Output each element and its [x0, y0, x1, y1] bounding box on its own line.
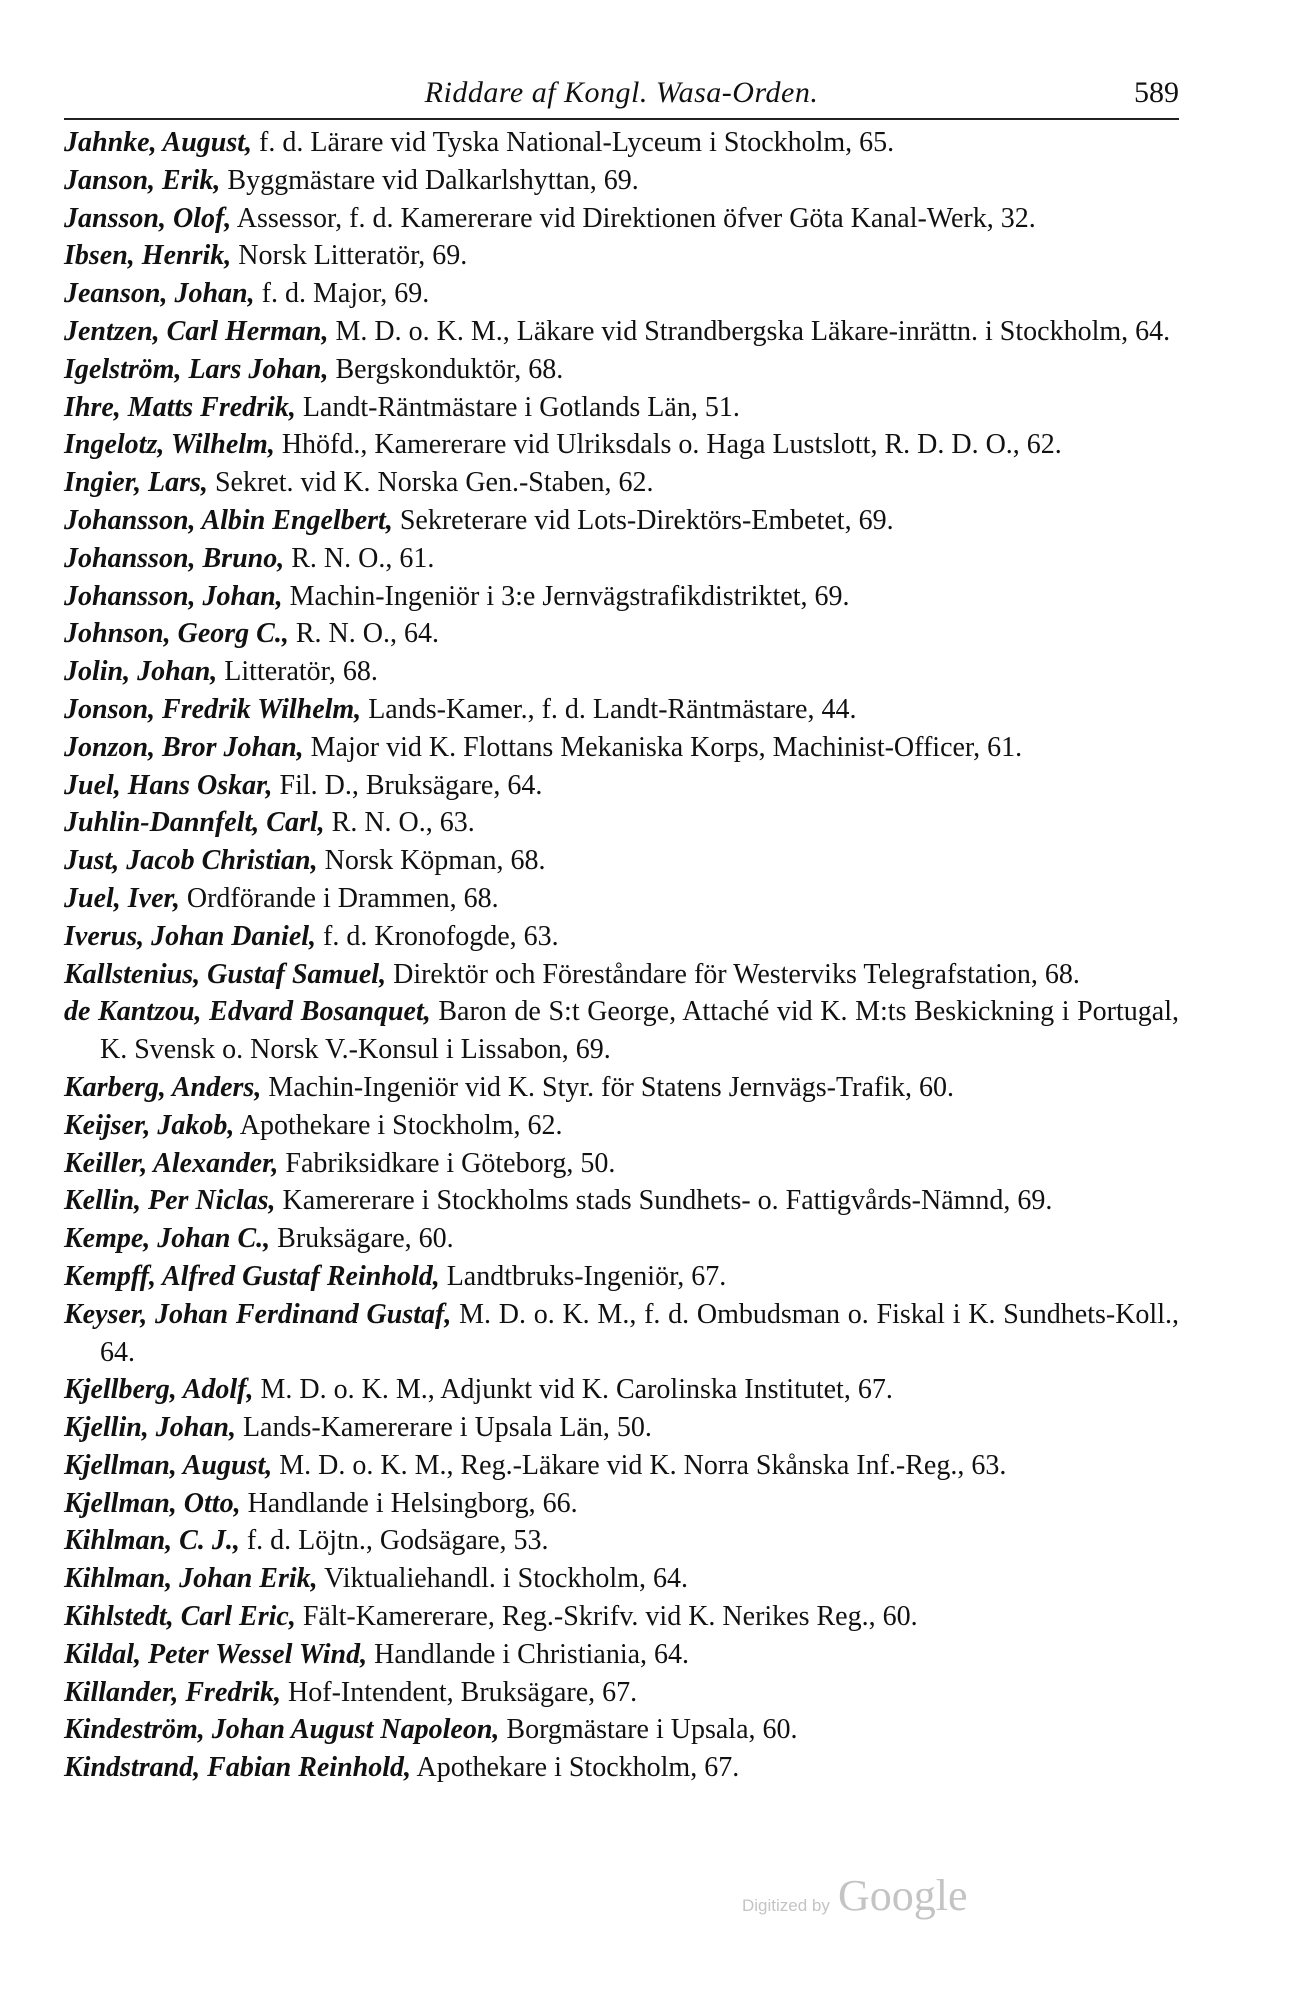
- entry-name: Kempe, Johan C.,: [64, 1223, 271, 1255]
- digitized-by-watermark: [742, 1870, 1042, 1930]
- entry-name: Johansson, Johan,: [64, 580, 283, 612]
- list-item: [64, 1258, 1179, 1296]
- entry-name: Johansson, Albin Engelbert,: [64, 504, 393, 536]
- entry-details: Borgmästare i Upsala, 60.: [499, 1714, 798, 1746]
- entry-name: Ingelotz, Wilhelm,: [64, 429, 275, 461]
- entry-details: Fabriksidkare i Göteborg, 50.: [278, 1147, 616, 1179]
- list-item: [64, 1371, 1179, 1409]
- entry-name: Just, Jacob Christian,: [64, 845, 318, 877]
- entry-details: Norsk Köpman, 68.: [317, 845, 546, 877]
- list-item: [64, 1145, 1179, 1183]
- entry-name: Kindstrand, Fabian Reinhold,: [64, 1752, 412, 1784]
- entry-details: Bruksägare, 60.: [270, 1223, 454, 1255]
- entry-name: Kjellin, Johan,: [64, 1412, 236, 1444]
- entry-details: f. d. Lärare vid Tyska National-Lyceum i Stockholm, 65.: [252, 127, 895, 158]
- entry-details: Sekreterare vid Lots-Direktörs-Embetet, 69.: [392, 504, 894, 536]
- list-item: [64, 1636, 1179, 1674]
- entry-details: Assessor, f. d. Kamererare vid Direktionen öfver Göta Kanal-Werk, 32.: [231, 202, 1036, 234]
- entry-details: R. N. O., 63.: [324, 807, 475, 839]
- entry-details: Viktualiehandl. i Stockholm, 64.: [317, 1563, 688, 1595]
- entry-name: Kihlman, C. J.,: [64, 1525, 240, 1557]
- entry-name: de Kantzou, Edvard Bosanquet,: [64, 996, 431, 1028]
- entry-details: M. D. o. K. M., Adjunkt vid K. Carolinska Institutet, 67.: [253, 1374, 893, 1406]
- list-item: [64, 691, 1179, 729]
- list-item: [64, 956, 1179, 994]
- list-item: [64, 1409, 1179, 1447]
- entry-name: Johansson, Bruno,: [64, 542, 285, 574]
- entry-name: Jonzon, Bror Johan,: [64, 731, 304, 763]
- entry-name: Kellin, Per Niclas,: [64, 1185, 276, 1217]
- entry-details: Fil. D., Bruksägare, 64.: [272, 769, 543, 801]
- entry-name: Killander, Fredrik,: [64, 1676, 282, 1708]
- list-item: [64, 880, 1179, 918]
- entry-name: Keyser, Johan Ferdinand Gustaf,: [64, 1298, 452, 1330]
- list-item: [64, 1485, 1179, 1523]
- list-item: [64, 1447, 1179, 1485]
- list-item: [64, 351, 1179, 389]
- list-item: [64, 767, 1179, 805]
- list-item: [64, 993, 1179, 1069]
- list-item: [64, 1522, 1179, 1560]
- list-item: [64, 653, 1179, 691]
- list-item: [64, 275, 1179, 313]
- list-item: [64, 1674, 1179, 1712]
- entry-details: Handlande i Christiania, 64.: [367, 1638, 690, 1670]
- entry-details: f. d. Löjtn., Godsägare, 53.: [239, 1525, 549, 1557]
- entry-details: Hof-Intendent, Bruksägare, 67.: [281, 1676, 638, 1708]
- entry-details: Handlande i Helsingborg, 66.: [240, 1487, 578, 1519]
- list-item: [64, 389, 1179, 427]
- entry-name: Jonson, Fredrik Wilhelm,: [64, 693, 362, 725]
- list-item: [64, 1182, 1179, 1220]
- entry-name: Juel, Iver,: [64, 882, 180, 914]
- list-item: [64, 162, 1179, 200]
- entry-details: Byggmästare vid Dalkarlshyttan, 69.: [220, 164, 639, 196]
- entry-name: Kindeström, Johan August Napoleon,: [64, 1714, 500, 1746]
- entry-name: Jolin, Johan,: [64, 656, 218, 688]
- entry-details: Landtbruks-Ingeniör, 67.: [439, 1260, 727, 1292]
- list-item: [64, 1598, 1179, 1636]
- list-item: [64, 804, 1179, 842]
- entry-name: Keiller, Alexander,: [64, 1147, 279, 1179]
- entry-details: Landt-Räntmästare i Gotlands Län, 51.: [295, 391, 740, 423]
- entry-name: Jahnke, August,: [64, 127, 253, 158]
- list-item: [64, 1220, 1179, 1258]
- entry-details: Lands-Kamer., f. d. Landt-Räntmästare, 44.: [361, 693, 857, 725]
- entry-details: R. N. O., 61.: [284, 542, 435, 574]
- entry-name: Kihlstedt, Carl Eric,: [64, 1601, 296, 1633]
- entry-details: Apothekare i Stockholm, 62.: [234, 1109, 563, 1141]
- entry-name: Kildal, Peter Wessel Wind,: [64, 1638, 368, 1670]
- entry-details: Apothekare i Stockholm, 67.: [411, 1752, 740, 1784]
- entry-name: Kempff, Alfred Gustaf Reinhold,: [64, 1260, 440, 1292]
- entry-details: M. D. o. K. M., Läkare vid Strandbergska Läkare-inrättn. i Stockholm, 64.: [328, 315, 1171, 347]
- watermark-prefix: Digitized by: [742, 1896, 830, 1915]
- entry-name: Jentzen, Carl Herman,: [64, 315, 329, 347]
- entry-details: Direktör och Föreståndare för Westerviks Telegrafstation, 68.: [386, 958, 1080, 990]
- entry-name: Ihre, Matts Fredrik,: [64, 391, 296, 423]
- entry-details: Fält-Kamererare, Reg.-Skrifv. vid K. Nerikes Reg., 60.: [295, 1601, 918, 1633]
- list-item: [64, 615, 1179, 653]
- entry-name: Jeanson, Johan,: [64, 278, 255, 310]
- list-item: [64, 729, 1179, 767]
- entry-details: R. N. O., 64.: [288, 618, 439, 650]
- list-item: [64, 502, 1179, 540]
- list-item: [64, 237, 1179, 275]
- entry-name: Iverus, Johan Daniel,: [64, 920, 317, 952]
- entry-name: Kallstenius, Gustaf Samuel,: [64, 958, 387, 990]
- google-logo: Google: [838, 1871, 968, 1920]
- entry-details: Baron de S:t George, Attaché vid K. M:ts Beskickning i Portugal, K. Svensk o. Norsk V.-Konsul i Lissabon, 69.: [100, 996, 1179, 1066]
- entry-name: Kjellberg, Adolf,: [64, 1374, 254, 1406]
- list-item: [64, 1069, 1179, 1107]
- entry-name: Ingier, Lars,: [64, 467, 208, 499]
- entry-name: Karberg, Anders,: [64, 1071, 262, 1103]
- header-title: Riddare af Kongl. Wasa-Orden.: [424, 76, 819, 109]
- entry-details: Machin-Ingeniör i 3:e Jernvägstrafikdistriktet, 69.: [282, 580, 850, 612]
- entry-name: Juel, Hans Oskar,: [64, 769, 273, 801]
- list-item: [64, 540, 1179, 578]
- header-rule: [64, 118, 1179, 120]
- entry-list: [64, 124, 1179, 1787]
- entry-name: Kihlman, Johan Erik,: [64, 1563, 318, 1595]
- page-number: 589: [1134, 76, 1179, 109]
- entry-details: M. D. o. K. M., Reg.-Läkare vid K. Norra Skånska Inf.-Reg., 63.: [272, 1449, 1007, 1481]
- list-item: [64, 842, 1179, 880]
- entry-details: Ordförande i Drammen, 68.: [179, 882, 499, 914]
- entry-name: Kjellman, Otto,: [64, 1487, 241, 1519]
- entry-details: Sekret. vid K. Norska Gen.-Staben, 62.: [207, 467, 654, 499]
- list-item: [64, 1560, 1179, 1598]
- entry-name: Jansson, Olof,: [64, 202, 232, 234]
- entry-details: Major vid K. Flottans Mekaniska Korps, Machinist-Officer, 61.: [303, 731, 1023, 763]
- entry-name: Juhlin-Dannfelt, Carl,: [64, 807, 325, 839]
- entry-details: Lands-Kamererare i Upsala Län, 50.: [235, 1412, 652, 1444]
- entry-details: Machin-Ingeniör vid K. Styr. för Statens Jernvägs-Trafik, 60.: [261, 1071, 954, 1103]
- list-item: [64, 918, 1179, 956]
- entry-name: Igelström, Lars Johan,: [64, 353, 329, 385]
- entry-name: Ibsen, Henrik,: [64, 240, 232, 272]
- entry-details: M. D. o. K. M., f. d. Ombudsman o. Fiskal i K. Sundhets-Koll., 64.: [100, 1298, 1179, 1368]
- list-item: [64, 578, 1179, 616]
- entry-name: Janson, Erik,: [64, 164, 221, 196]
- entry-details: Bergskonduktör, 68.: [328, 353, 564, 385]
- list-item: [64, 1749, 1179, 1787]
- entry-name: Keijser, Jakob,: [64, 1109, 235, 1141]
- running-header: [64, 68, 1179, 118]
- entry-details: f. d. Kronofogde, 63.: [316, 920, 559, 952]
- entry-details: Hhöfd., Kamererare vid Ulriksdals o. Haga Lustslott, R. D. D. O., 62.: [274, 429, 1062, 461]
- entry-name: Kjellman, August,: [64, 1449, 273, 1481]
- list-item: [64, 124, 1179, 162]
- list-item: [64, 464, 1179, 502]
- entry-details: f. d. Major, 69.: [254, 278, 430, 310]
- entry-details: Kamererare i Stockholms stads Sundhets- o. Fattigvårds-Nämnd, 69.: [275, 1185, 1053, 1217]
- list-item: [64, 1711, 1179, 1749]
- list-item: [64, 200, 1179, 238]
- entry-name: Johnson, Georg C.,: [64, 618, 289, 650]
- entry-details: Norsk Litteratör, 69.: [231, 240, 468, 272]
- list-item: [64, 426, 1179, 464]
- list-item: [64, 1296, 1179, 1372]
- entry-details: Litteratör, 68.: [217, 656, 378, 688]
- list-item: [64, 313, 1179, 351]
- list-item: [64, 1107, 1179, 1145]
